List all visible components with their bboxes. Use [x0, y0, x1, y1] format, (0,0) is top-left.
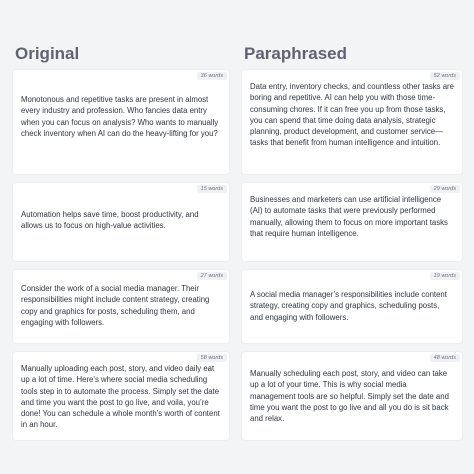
paraphrased-card-1	[242, 70, 462, 174]
original-card-4	[13, 352, 229, 440]
original-card-2	[13, 183, 229, 261]
original-column-title: Original	[15, 44, 80, 63]
paraphrased-card-2	[242, 183, 462, 261]
paraphrased-text-2: Businesses and marketers can use artificial intelligence (AI) to automate tasks that were previously performed manually, allowing them to focus on more important tasks that require human intelligence.	[250, 195, 448, 238]
word-count-badge: 15 words	[197, 185, 227, 193]
word-count-badge: 58 words	[197, 354, 227, 362]
word-count-badge: 48 words	[430, 354, 460, 362]
paraphrased-card-4	[242, 352, 462, 440]
word-count-badge: 29 words	[430, 185, 460, 193]
paraphrased-column-title: Paraphrased	[244, 44, 347, 63]
paraphrased-card-3	[242, 270, 462, 343]
word-count-badge: 52 words	[430, 72, 460, 80]
original-card-1	[13, 70, 229, 174]
original-text-1: Monotonous and repetitive tasks are present in almost every industry and profession. Who fancies data entry when you can focus on analysis? Who wants to manually check inventory when AI can do the heavy-lifting for you?	[21, 95, 219, 138]
paraphrased-text-1: Data entry, inventory checks, and countless other tasks are boring and repetitive. AI can help you with those time-consuming chores. If it can free you up from those tasks, you can spend that time doing data analysis, strategic planning, product development, and customer service—tasks that benefit from human intelligence and intuition.	[250, 82, 454, 148]
original-text-4: Manually uploading each post, story, and video daily eat up a lot of time. Here’s where social media scheduling tools step in to automate the process. Simply set the date and time you want the post to go live, and voila, you’re done! You can schedule a whole month’s worth of content in an hour.	[21, 364, 220, 430]
original-text-2: Automation helps save time, boost productivity, and allows us to focus on high-value activities.	[21, 210, 199, 231]
original-card-3	[13, 270, 229, 343]
word-count-badge: 36 words	[197, 72, 227, 80]
paraphrased-text-4: Manually scheduling each post, story, and video can take up a lot of your time. This is why social media management tools are so helpful. Simply set the date and time you want the post to go live and all you do is sit back and relax.	[250, 369, 449, 424]
word-count-badge: 19 words	[430, 272, 460, 280]
paraphrased-text-3: A social media manager’s responsibilities include content strategy, creating copy and graphics, scheduling posts, and engaging with followers.	[250, 290, 447, 322]
word-count-badge: 27 words	[197, 272, 227, 280]
original-text-3: Consider the work of a social media manager. Their responsibilities might include content strategy, creating copy and graphics for posts, scheduling them, and engaging with followers.	[21, 284, 210, 327]
